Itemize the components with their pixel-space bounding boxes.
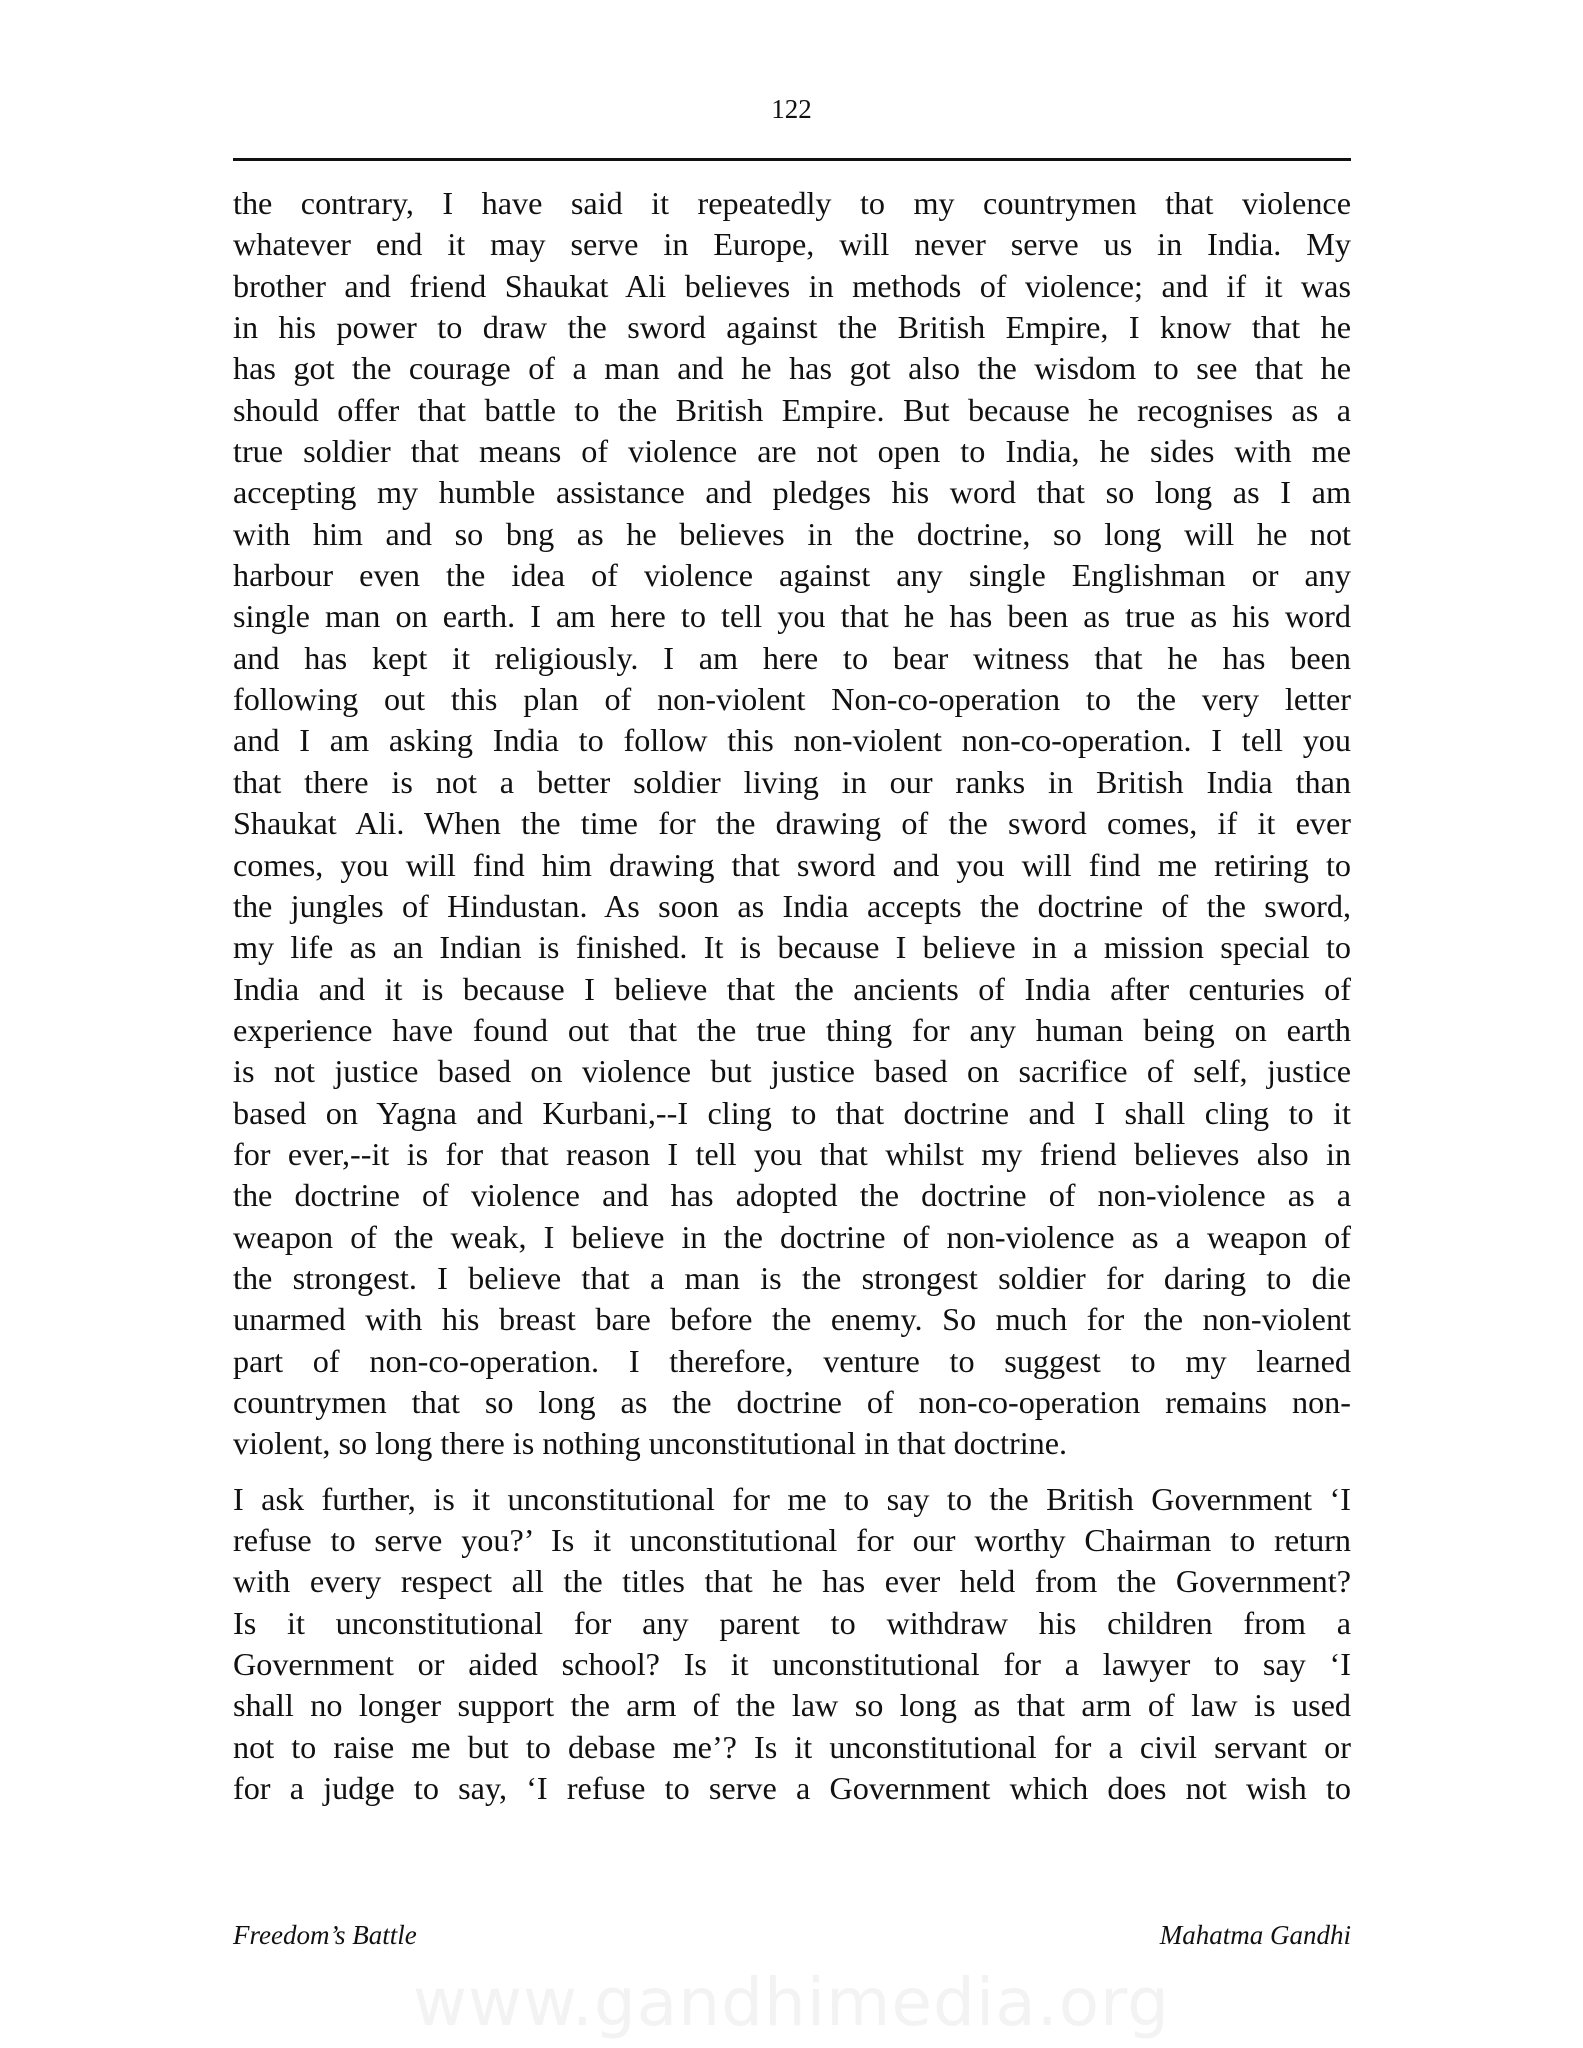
- text-line: my life as an Indian is finished. It is because I believe in a mission special to: [233, 929, 1351, 966]
- text-line: shall no longer support the arm of the law so long as that arm of law is used: [233, 1687, 1351, 1724]
- text-line: with him and so bng as he believes in the doctrine, so long will he not: [233, 515, 1351, 552]
- text-line: not to raise me but to debase me’? Is it unconstitutional for a civil servant or: [233, 1728, 1351, 1765]
- text-line: following out this plan of non-violent Non-co-operation to the very letter: [233, 681, 1351, 718]
- text-line: and has kept it religiously. I am here to bear witness that he has been: [233, 639, 1351, 676]
- text-line: the doctrine of violence and has adopted the doctrine of non-violence as a: [233, 1177, 1351, 1214]
- text-line: for a judge to say, ‘I refuse to serve a Government which does not wish to: [233, 1770, 1351, 1807]
- text-line: with every respect all the titles that he has ever held from the Government?: [233, 1563, 1351, 1600]
- page-number: 122: [771, 94, 812, 124]
- text-line: violent, so long there is nothing unconstitutional in that doctrine.: [233, 1425, 1068, 1462]
- text-line: true soldier that means of violence are not open to India, he sides with me: [233, 433, 1351, 470]
- footer-author: Mahatma Gandhi: [1159, 1920, 1351, 1950]
- text-line: in his power to draw the sword against the British Empire, I know that he: [233, 309, 1351, 346]
- text-line: I ask further, is it unconstitutional for me to say to the British Government ‘I: [233, 1480, 1351, 1517]
- watermark: www.gandhimedia.org: [413, 1964, 1170, 2041]
- text-line: the jungles of Hindustan. As soon as India accepts the doctrine of the sword,: [233, 887, 1351, 924]
- text-line: refuse to serve you?’ Is it unconstitutional for our worthy Chairman to return: [233, 1522, 1351, 1558]
- text-line: unarmed with his breast bare before the enemy. So much for the non-violent: [233, 1301, 1351, 1338]
- text-line: weapon of the weak, I believe in the doctrine of non-violence as a weapon of: [233, 1218, 1351, 1255]
- text-line: the contrary, I have said it repeatedly to my countrymen that violence: [233, 185, 1351, 221]
- text-line: based on Yagna and Kurbani,--I cling to that doctrine and I shall cling to it: [233, 1094, 1351, 1131]
- text-line: comes, you will find him drawing that sword and you will find me retiring to: [233, 846, 1351, 883]
- paragraph-gap: [233, 1465, 1351, 1479]
- header-rule: [233, 158, 1351, 161]
- text-line: countrymen that so long as the doctrine of non-co-operation remains non-: [233, 1383, 1351, 1420]
- text-line: the strongest. I believe that a man is the strongest soldier for daring to die: [233, 1259, 1351, 1296]
- text-line: India and it is because I believe that the ancients of India after centuries of: [233, 970, 1351, 1007]
- text-line: has got the courage of a man and he has got also the wisdom to see that he: [233, 350, 1351, 387]
- footer-book-title: Freedom’s Battle: [233, 1920, 417, 1950]
- text-line: whatever end it may serve in Europe, will never serve us in India. My: [233, 226, 1351, 263]
- text-line: part of non-co-operation. I therefore, venture to suggest to my learned: [233, 1342, 1351, 1379]
- text-line: and I am asking India to follow this non-violent non-co-operation. I tell you: [233, 722, 1351, 759]
- text-line: brother and friend Shaukat Ali believes in methods of violence; and if it was: [233, 267, 1351, 304]
- text-line: Government or aided school? Is it unconstitutional for a lawyer to say ‘I: [233, 1646, 1351, 1683]
- body-text: [233, 183, 1351, 1809]
- text-line: harbour even the idea of violence against any single Englishman or any: [233, 557, 1351, 594]
- text-line: single man on earth. I am here to tell you that he has been as true as his word: [233, 598, 1351, 635]
- paragraph-1: [233, 183, 1351, 1465]
- text-line: that there is not a better soldier living in our ranks in British India than: [233, 763, 1351, 800]
- text-line: should offer that battle to the British Empire. But because he recognises as a: [233, 391, 1351, 428]
- text-line: Is it unconstitutional for any parent to withdraw his children from a: [233, 1604, 1351, 1641]
- text-line: accepting my humble assistance and pledges his word that so long as I am: [233, 474, 1351, 511]
- text-line: for ever,--it is for that reason I tell you that whilst my friend believes also in: [233, 1135, 1351, 1172]
- text-line: Shaukat Ali. When the time for the drawing of the sword comes, if it ever: [233, 805, 1351, 842]
- text-line: is not justice based on violence but justice based on sacrifice of self, justice: [233, 1053, 1351, 1090]
- text-line: experience have found out that the true thing for any human being on earth: [233, 1011, 1351, 1048]
- paragraph-2: [233, 1479, 1351, 1810]
